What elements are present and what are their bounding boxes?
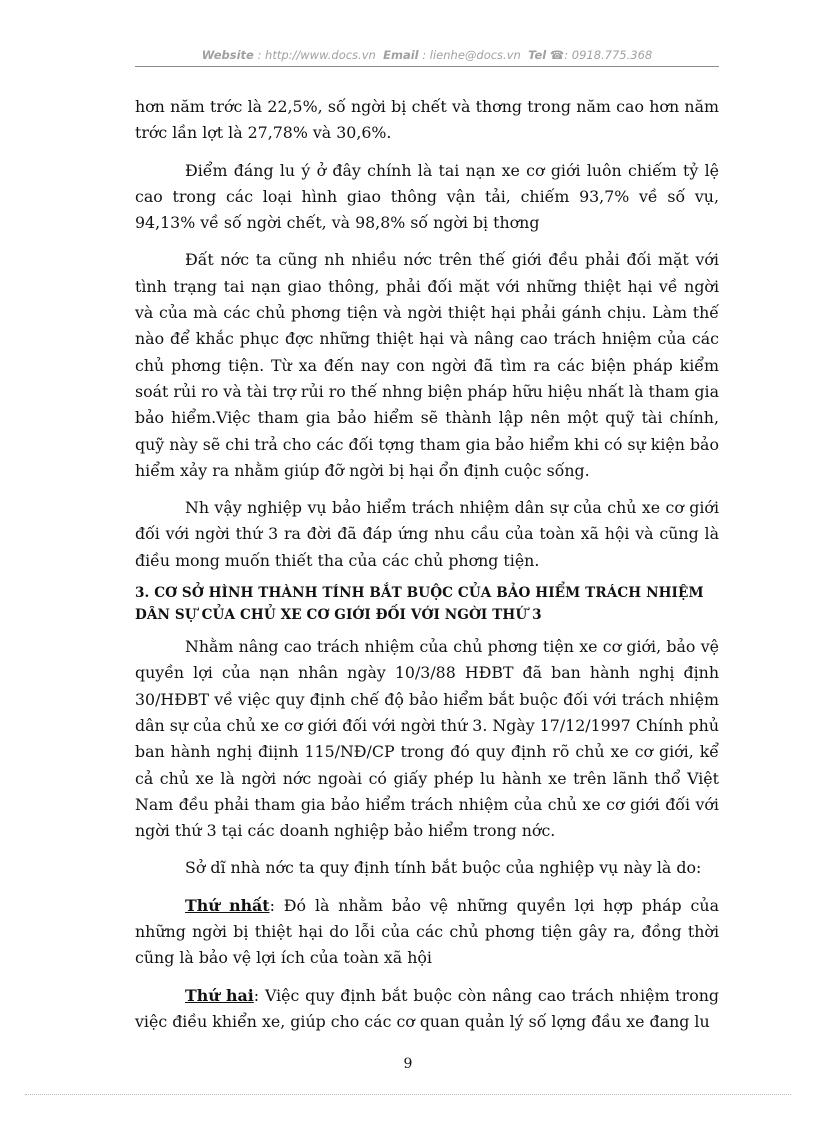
paragraph: hơn năm trớc là 22,5%, số ngời bị chết và thơng trong năm cao hơn năm trớc lần lợt là 27,78% và 30,6%. <box>135 97 719 143</box>
page-bottom-divider <box>25 1094 791 1095</box>
paragraph: Nh vậy nghiệp vụ bảo hiểm trách nhiệm dân sự của chủ xe cơ giới đối với ngời thứ 3 ra đời đã đáp ứng nhu cầu của toàn xã hội và cũng là điều mong muốn thiết tha của các chủ phơng tiện. <box>135 498 719 570</box>
reason-label: Thứ nhất <box>185 895 270 915</box>
page-header <box>135 48 719 62</box>
paragraph: Đất nớc ta cũng nh nhiều nớc trên thế giới đều phải đối mặt với tình trạng tai nạn giao thông, phải đối mặt với những thiệt hại về ngời và của mà các chủ phơng tiện và ngời thiệt hại phải gánh chịu. Làm thế nào để khắc phục đợc những thiệt hại và nâng cao trách hniệm của các chủ phơng tiện. Từ xa đến nay con ngời đã tìm ra các biện pháp kiểm soát rủi ro và tài trợ rủi ro thế nhng biện pháp hữu hiệu nhất là tham gia bảo hiểm.Việc tham gia bảo hiểm sẽ thành lập nên một quỹ tài chính, quỹ này sẽ chi trả cho các đối tợng tham gia bảo hiểm khi có sự kiện bảo hiểm xảy ra nhằm giúp đỡ ngời bị hại ổn định cuộc sống. <box>135 250 719 480</box>
tel-label: Tel <box>528 48 547 62</box>
reason-paragraph <box>135 893 719 972</box>
phone-icon: ☎ <box>549 48 565 62</box>
section-heading: 3. CƠ SỞ HÌNH THÀNH TÍNH BẮT BUỘC CỦA BẢO HIỂM TRÁCH NHIỆM DÂN SỰ CỦA CHỦ XE CƠ GIỚI ĐỐI VỚI NGỜI THỨ 3 <box>135 585 704 624</box>
page-number: 9 <box>403 1056 413 1072</box>
reason-paragraph <box>135 983 719 1036</box>
email-label: Email <box>383 48 419 62</box>
tel-value: : 0918.775.368 <box>564 48 653 62</box>
reason-label: Thứ hai <box>185 985 254 1005</box>
paragraph: Điểm đáng lu ý ở đây chính là tai nạn xe cơ giới luôn chiếm tỷ lệ cao trong các loại hình giao thông vận tải, chiếm 93,7% về số vụ, 94,13% về số ngời chết, và 98,8% số ngời bị thơng <box>135 160 719 233</box>
paragraph: Sở dĩ nhà nớc ta quy định tính bắt buộc của nghiệp vụ này là do: <box>185 858 702 878</box>
header-divider <box>135 66 719 67</box>
paragraph: Nhằm nâng cao trách nhiệm của chủ phơng tiện xe cơ giới, bảo vệ quyền lợi của nạn nhân ngày 10/3/88 HĐBT đã ban hành nghị định 30/HĐBT về việc quy định chế độ bảo hiểm bắt buộc đối với trách nhiệm dân sự của chủ xe cơ giới đối với ngời thứ 3. Ngày 17/12/1997 Chính phủ ban hành nghị điịnh 115/NĐ/CP trong đó quy định rõ chủ xe cơ giới, kể cả chủ xe là ngời nớc ngoài có giấy phép lu hành xe trên lãnh thổ Việt Nam đều phải tham gia bảo hiểm trách nhiệm của chủ xe cơ giới đối với ngời thứ 3 tại các doanh nghiệp bảo hiểm trong nớc. <box>135 637 719 841</box>
reason-text: : Việc quy định bắt buộc còn nâng cao trách nhiệm trong việc điều khiển xe, giúp cho các cơ quan quản lý số lợng đầu xe đang lu <box>135 985 719 1031</box>
email-value[interactable]: : lienhe@docs.vn <box>422 48 521 62</box>
website-value[interactable]: : http://www.docs.vn <box>257 48 376 62</box>
reason-text: : Đó là nhằm bảo vệ những quyền lợi hợp pháp của những ngời bị thiệt hại do lỗi của các chủ phơng tiện gây ra, đồng thời cũng là bảo vệ lợi ích của toàn xã hội <box>135 895 719 968</box>
page-body <box>135 94 719 1035</box>
website-label: Website <box>201 48 254 62</box>
